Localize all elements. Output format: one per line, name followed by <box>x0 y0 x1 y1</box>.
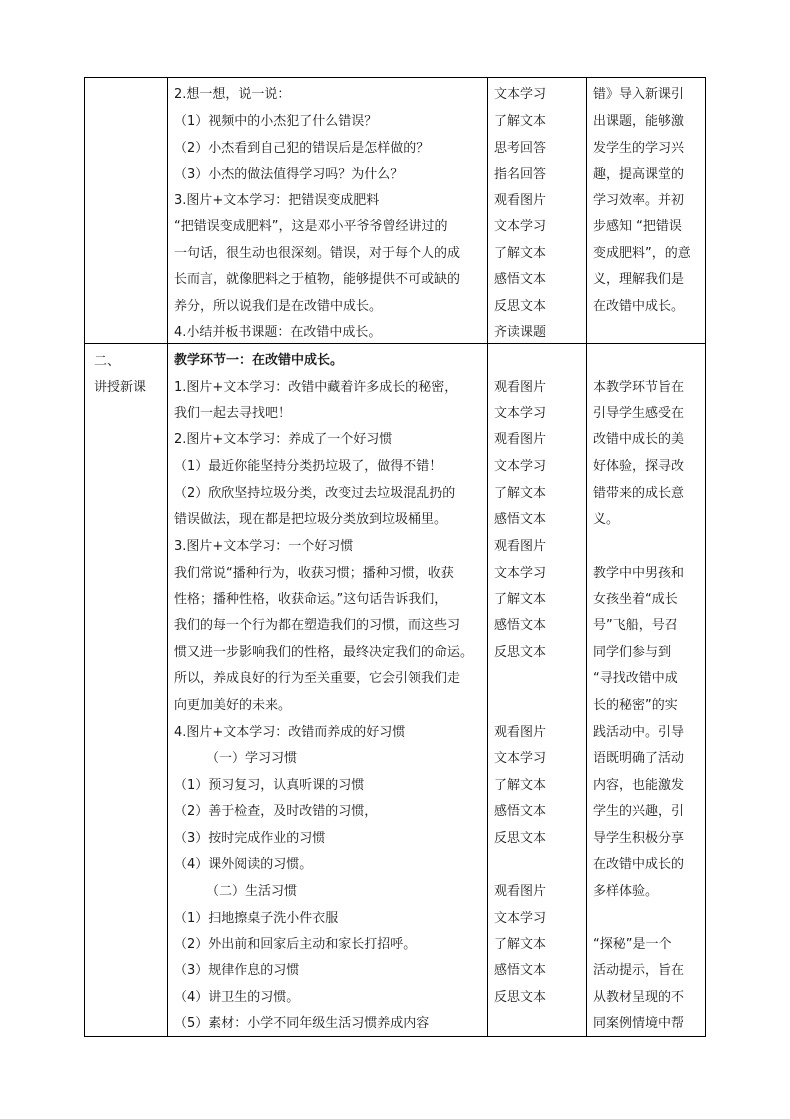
row1-intent-line: 步感知 “把错误 <box>593 219 682 234</box>
row2-activity-line: 反思文本 <box>494 645 547 660</box>
table-border-right <box>705 77 706 1037</box>
row2-activity-line: 感悟文本 <box>494 512 547 527</box>
row1-procedure-line: 4.小结并板书课题：在改错中成长。 <box>174 325 382 340</box>
row2-procedure-line: 向更加美好的未来。 <box>174 698 292 713</box>
row2-activity-line: 了解文本 <box>494 592 547 607</box>
row1-activity-line: 齐读课题 <box>494 325 547 340</box>
row2-activity-line: 文本学习 <box>494 911 547 926</box>
row1-intent-line: 发学生的学习兴 <box>593 141 685 156</box>
row2-intent-line: “寻找改错中成 <box>593 671 678 686</box>
row2-procedure-line: 1.图片+文本学习：改错中藏着许多成长的秘密， <box>174 380 458 395</box>
row2-intent-line: 同案例情境中帮 <box>593 1016 685 1031</box>
row1-procedure-line: （2）小杰看到自己犯的错误后是怎样做的？ <box>174 141 430 156</box>
row2-activity-line: 了解文本 <box>494 486 547 501</box>
row2-procedure-line: 所以，养成良好的行为至关重要，它会引领我们走 <box>174 671 461 686</box>
row2-procedure-line: 我们一起去寻找吧！ <box>174 406 292 421</box>
row2-intent-line: 活动提示，旨在 <box>593 963 685 978</box>
row1-procedure-line: 一句话，很生动也很深刻。错误，对于每个人的成 <box>174 246 461 261</box>
row2-activity-line: 反思文本 <box>494 831 547 846</box>
row2-procedure-line: （2）外出前和回家后主动和家长打招呼。 <box>174 937 417 952</box>
row2-activity-line: 观看图片 <box>494 884 547 899</box>
row2-subheading: （二）生活习惯 <box>206 884 298 899</box>
row2-intent-line: 内容，也能激发 <box>593 778 685 793</box>
row1-activity-line: 文本学习 <box>494 219 547 234</box>
row2-intent-line: 长的秘密”的实 <box>593 698 678 713</box>
row2-procedure-line: 3.图片+文本学习：一个好习惯 <box>174 539 354 554</box>
row2-procedure-line: （3）按时完成作业的习惯 <box>174 831 326 846</box>
row2-procedure-line: （1）最近你能坚持分类扔垃圾了，做得不错！ <box>174 459 443 474</box>
row2-procedure-line: （3）规律作息的习惯 <box>174 963 300 978</box>
row2-intent-line: 引导学生感受在 <box>593 406 685 421</box>
row1-procedure-line: 3.图片+文本学习：把错误变成肥料 <box>174 193 380 208</box>
stage-title: 讲授新课 <box>94 380 147 395</box>
row2-intent-line: 学生的兴趣，引 <box>593 804 685 819</box>
row2-procedure-line: 惯又进一步影响我们的性格，最终决定我们的命运。 <box>174 645 474 660</box>
row1-activity-line: 思考回答 <box>494 141 547 156</box>
row1-intent-line: 学习效率。并初 <box>593 193 685 208</box>
row1-procedure-line: （3）小杰的做法值得学习吗？为什么？ <box>174 167 404 182</box>
row2-subheading: （一）学习习惯 <box>206 751 298 766</box>
row2-intent-line: 语既明确了活动 <box>593 751 685 766</box>
row2-activity-line: 感悟文本 <box>494 804 547 819</box>
row1-intent-line: 变成肥料”，的意 <box>593 246 691 261</box>
row2-activity-line: 感悟文本 <box>494 963 547 978</box>
row2-intent-line: 女孩坐着“成长 <box>593 592 678 607</box>
table-border-bottom <box>84 1036 706 1037</box>
row2-intent-line: 从教材呈现的不 <box>593 990 685 1005</box>
row2-procedure-line: （1）预习复习，认真听课的习惯 <box>174 778 365 793</box>
table-divider-col1 <box>167 77 168 1037</box>
row1-procedure-line: 2.想一想，说一说： <box>174 87 291 102</box>
row2-activity-line: 观看图片 <box>494 539 547 554</box>
row2-activity-line: 观看图片 <box>494 432 547 447</box>
table-divider-col3 <box>586 77 587 1037</box>
row1-intent-line: 出课题，能够激 <box>593 114 685 129</box>
row2-intent-line: 导学生积极分享 <box>593 831 685 846</box>
row2-activity-line: 了解文本 <box>494 778 547 793</box>
table-divider-col2 <box>487 77 488 1037</box>
table-border-top <box>84 77 706 78</box>
stage-number: 二、 <box>94 354 121 369</box>
table-border-left <box>84 77 85 1037</box>
row2-procedure-line: 性格；播种性格，收获命运。”这句话告诉我们， <box>174 592 448 607</box>
row2-procedure-line: 我们常说“播种行为，收获习惯；播种习惯，收获 <box>174 566 454 581</box>
row2-procedure-line: （2）善于检查，及时改错的习惯， <box>174 804 378 819</box>
row2-intent-line: 同学们参与到 <box>593 645 672 660</box>
row2-activity-line: 文本学习 <box>494 751 547 766</box>
table-row-divider <box>84 343 706 344</box>
row2-procedure-line: （1）扫地擦桌子洗小件衣服 <box>174 911 339 926</box>
row2-intent-line: 号”飞船，号召 <box>593 618 678 633</box>
row2-intent-line: 本教学环节旨在 <box>593 380 685 395</box>
row2-activity-line: 了解文本 <box>494 937 547 952</box>
row2-activity-line: 文本学习 <box>494 459 547 474</box>
row1-procedure-line: 长而言，就像肥料之于植物，能够提供不可或缺的 <box>174 272 461 287</box>
row2-intent-line: 好体验，探寻改 <box>593 459 685 474</box>
row1-procedure-line: （1）视频中的小杰犯了什么错误？ <box>174 114 378 129</box>
section-heading: 教学环节一：在改错中成长。 <box>174 353 344 368</box>
row1-intent-line: 在改错中成长。 <box>593 299 685 314</box>
row1-activity-line: 文本学习 <box>494 87 547 102</box>
row1-intent-line: 趣，提高课堂的 <box>593 167 685 182</box>
row2-intent-line: 践活动中。引导 <box>593 725 685 740</box>
row2-activity-line: 文本学习 <box>494 406 547 421</box>
row2-procedure-line: （2）欣欣坚持垃圾分类，改变过去垃圾混乱扔的 <box>174 486 456 501</box>
row1-activity-line: 观看图片 <box>494 193 547 208</box>
row2-activity-line: 感悟文本 <box>494 618 547 633</box>
row2-intent-line: 改错中成长的美 <box>593 432 685 447</box>
row2-procedure-line: （5）素材：小学不同年级生活习惯养成内容 <box>174 1016 430 1031</box>
row2-intent-line: “探秘”是一个 <box>593 937 672 952</box>
row2-intent-line: 义。 <box>593 512 620 527</box>
row1-activity-line: 反思文本 <box>494 299 547 314</box>
row2-procedure-line: （4）讲卫生的习惯。 <box>174 990 300 1005</box>
row2-intent-line: 教学中中男孩和 <box>593 566 685 581</box>
row1-intent-line: 错》导入新课引 <box>593 87 685 102</box>
row2-procedure-line: 4.图片+文本学习：改错而养成的好习惯 <box>174 725 406 740</box>
row2-intent-line: 多样体验。 <box>593 884 659 899</box>
row2-activity-line: 反思文本 <box>494 990 547 1005</box>
row1-activity-line: 感悟文本 <box>494 272 547 287</box>
row2-intent-line: 错带来的成长意 <box>593 486 685 501</box>
row2-activity-line: 观看图片 <box>494 725 547 740</box>
row1-procedure-line: “把错误变成肥料”，这是邓小平爷爷曾经讲过的 <box>174 219 448 234</box>
row1-procedure-line: 养分，所以说我们是在改错中成长。 <box>174 299 383 314</box>
row2-procedure-line: 2.图片+文本学习：养成了一个好习惯 <box>174 432 393 447</box>
row2-intent-line: 在改错中成长的 <box>593 857 685 872</box>
row2-procedure-line: 错误做法，现在都是把垃圾分类放到垃圾桶里。 <box>174 512 448 527</box>
row1-intent-line: 义，理解我们是 <box>593 272 685 287</box>
row2-procedure-line: 我们的每一个行为都在塑造我们的习惯，而这些习 <box>174 618 461 633</box>
row2-procedure-line: （4）课外阅读的习惯。 <box>174 857 313 872</box>
row1-activity-line: 了解文本 <box>494 246 547 261</box>
row1-activity-line: 指名回答 <box>494 167 547 182</box>
row2-activity-line: 观看图片 <box>494 380 547 395</box>
row2-activity-line: 文本学习 <box>494 566 547 581</box>
row1-activity-line: 了解文本 <box>494 114 547 129</box>
